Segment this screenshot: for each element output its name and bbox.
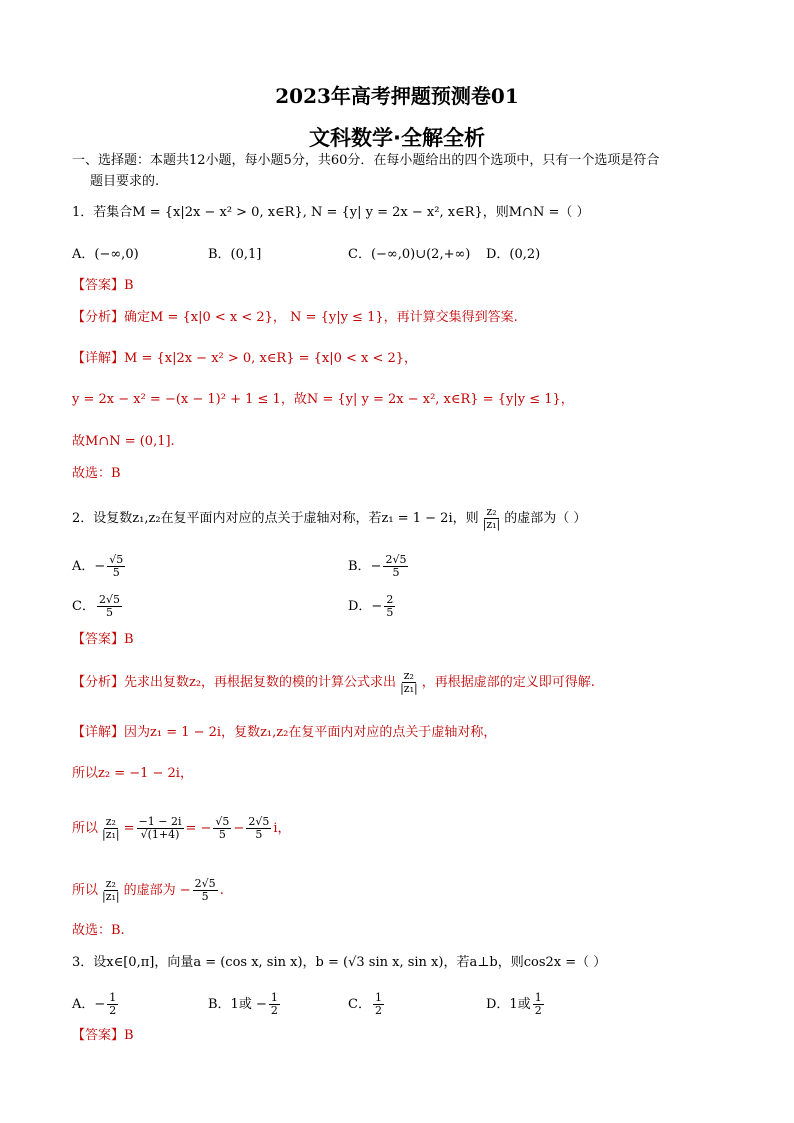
option-fraction — [107, 992, 118, 1017]
option-label: D．− — [348, 599, 383, 614]
q1-detail-3: 故M∩N = (0,1]. — [72, 434, 175, 449]
q3-option-c — [348, 992, 386, 1017]
q2-option-a — [72, 554, 127, 579]
q2-stem-pre: 2．设复数z₁,z₂在复平面内对应的点关于虚轴对称，若z₁ = 1 − 2i，则 — [72, 511, 479, 526]
q2-stem — [72, 506, 586, 531]
fraction-denominator: 5 — [392, 566, 400, 579]
section-heading-line2: 题目要求的. — [90, 174, 160, 189]
fraction-numerator: 1 — [270, 991, 278, 1004]
fraction-denominator: 5 — [112, 566, 120, 579]
detail-mid: 的虚部为 − — [123, 883, 191, 898]
analysis-pre: 【分析】先求出复数z₂，再根据复数的模的计算公式求出 — [72, 675, 397, 690]
q2-option-c — [72, 594, 124, 619]
option-fraction — [384, 594, 395, 619]
option-fraction — [97, 594, 122, 619]
fraction-numerator: 2√5 — [248, 815, 270, 828]
fraction-numerator: 2√5 — [98, 593, 120, 606]
detail-pre: 所以 — [72, 883, 99, 898]
option-fraction — [533, 992, 544, 1017]
q2-detail-3 — [72, 816, 291, 841]
fraction-numerator: √5 — [109, 553, 124, 566]
q1-detail-2: y = 2x − x² = −(x − 1)² + 1 ≤ 1，故N = {y| y = 2x − x², x∈R} = {y|y ≤ 1}， — [72, 392, 574, 407]
q3-stem: 3．设x∈[0,π]，向量a = (cos x, sin x)，b = (√3 sin x, sin x)，若a⊥b，则cos2x =（ ） — [72, 955, 607, 970]
q1-analysis: 【分析】确定M = {x|0 < x < 2}， N = {y|y ≤ 1}，再计算交集得到答案. — [72, 310, 518, 325]
fraction-numerator: z₂ — [105, 877, 116, 890]
option-label: B．− — [348, 559, 382, 574]
q1-option-a: A．(−∞,0) — [72, 247, 139, 262]
q3-option-d — [486, 992, 546, 1017]
fraction-denominator: |z₁| — [482, 518, 501, 531]
q1-detail-1: 【详解】M = {x|2x − x² > 0, x∈R} = {x|0 < x < 2}， — [72, 351, 418, 366]
q1-option-d: D．(0,2) — [486, 247, 541, 262]
option-label: B．1或 − — [208, 997, 267, 1012]
analysis-fraction — [398, 670, 420, 695]
option-fraction — [373, 992, 384, 1017]
option-label: A．− — [72, 559, 106, 574]
page-subtitle: 文科数学·全解全析 — [309, 126, 485, 150]
detail-post: i， — [273, 821, 291, 836]
q2-stem-fraction — [481, 506, 503, 531]
fraction-denominator: 2 — [534, 1004, 542, 1017]
option-label: D．1或 — [486, 997, 531, 1012]
q2-choice: 故选：B. — [72, 923, 125, 938]
fraction-numerator: −1 − 2i — [138, 815, 182, 828]
detail-minus: − — [233, 821, 245, 836]
q2-detail-1: 【详解】因为z₁ = 1 − 2i，复数z₁,z₂在复平面内对应的点关于虚轴对称， — [72, 725, 497, 740]
detail-value-fraction — [193, 878, 218, 903]
detail-fraction-1 — [100, 816, 122, 841]
detail-fraction-4 — [246, 816, 271, 841]
option-fraction — [107, 554, 125, 579]
q1-answer: 【答案】B — [72, 278, 134, 293]
fraction-denominator: 2 — [270, 1004, 278, 1017]
fraction-denominator: 2 — [109, 1004, 117, 1017]
fraction-numerator: 2√5 — [385, 553, 407, 566]
option-fraction — [269, 992, 280, 1017]
fraction-numerator: √5 — [215, 815, 230, 828]
fraction-denominator: 5 — [201, 890, 209, 903]
fraction-numerator: 2 — [386, 593, 394, 606]
fraction-numerator: 1 — [534, 991, 542, 1004]
fraction-numerator: 1 — [109, 991, 117, 1004]
option-label: C． — [348, 997, 371, 1012]
fraction-denominator: |z₁| — [102, 828, 120, 841]
q3-option-a — [72, 992, 120, 1017]
q1-choice: 故选：B — [72, 466, 121, 481]
fraction-denominator: |z₁| — [102, 890, 120, 903]
q2-answer: 【答案】B — [72, 632, 134, 647]
fraction-numerator: z₂ — [486, 505, 497, 518]
fraction-numerator: z₂ — [105, 815, 116, 828]
detail-post: . — [219, 883, 224, 898]
q2-stem-post: 的虚部为（ ） — [504, 511, 587, 526]
fraction-denominator: 2 — [374, 1004, 382, 1017]
option-label: C． — [72, 599, 95, 614]
option-label: A．− — [72, 997, 106, 1012]
q2-option-b — [348, 554, 410, 579]
q1-option-b: B．(0,1] — [208, 247, 262, 262]
q3-answer: 【答案】B — [72, 1028, 134, 1043]
fraction-denominator: |z₁| — [400, 682, 418, 695]
fraction-numerator: z₂ — [403, 669, 414, 682]
detail-eq: = — [123, 821, 135, 836]
fraction-numerator: 1 — [374, 991, 382, 1004]
fraction-denominator: 5 — [105, 606, 113, 619]
page-title: 2023年高考押题预测卷01 — [275, 84, 519, 108]
detail-fraction-2 — [137, 816, 184, 841]
section-heading-line1: 一、选择题：本题共12小题，每小题5分，共60分．在每小题给出的四个选项中，只有一个选项是符合 — [72, 153, 660, 168]
fraction-denominator: 5 — [218, 828, 226, 841]
q2-detail-2: 所以z₂ = −1 − 2i， — [72, 766, 193, 781]
fraction-denominator: 5 — [255, 828, 263, 841]
q2-analysis — [72, 670, 595, 695]
detail-fraction-3 — [213, 816, 231, 841]
fraction-numerator: 2√5 — [194, 877, 216, 890]
option-fraction — [383, 554, 408, 579]
q1-stem: 1．若集合M = {x|2x − x² > 0, x∈R}, N = {y| y = 2x − x², x∈R}，则M∩N =（ ） — [72, 205, 590, 220]
q1-option-c: C．(−∞,0)∪(2,+∞) — [348, 247, 471, 262]
detail-pre: 所以 — [72, 821, 99, 836]
detail-eq2: = − — [185, 821, 212, 836]
fraction-denominator: 5 — [386, 606, 394, 619]
detail-fraction — [100, 878, 122, 903]
analysis-post: ，再根据虚部的定义即可得解. — [421, 675, 595, 690]
q2-option-d — [348, 594, 397, 619]
fraction-denominator: √(1+4) — [140, 828, 180, 841]
q3-option-b — [208, 992, 282, 1017]
q2-detail-4 — [72, 878, 224, 903]
